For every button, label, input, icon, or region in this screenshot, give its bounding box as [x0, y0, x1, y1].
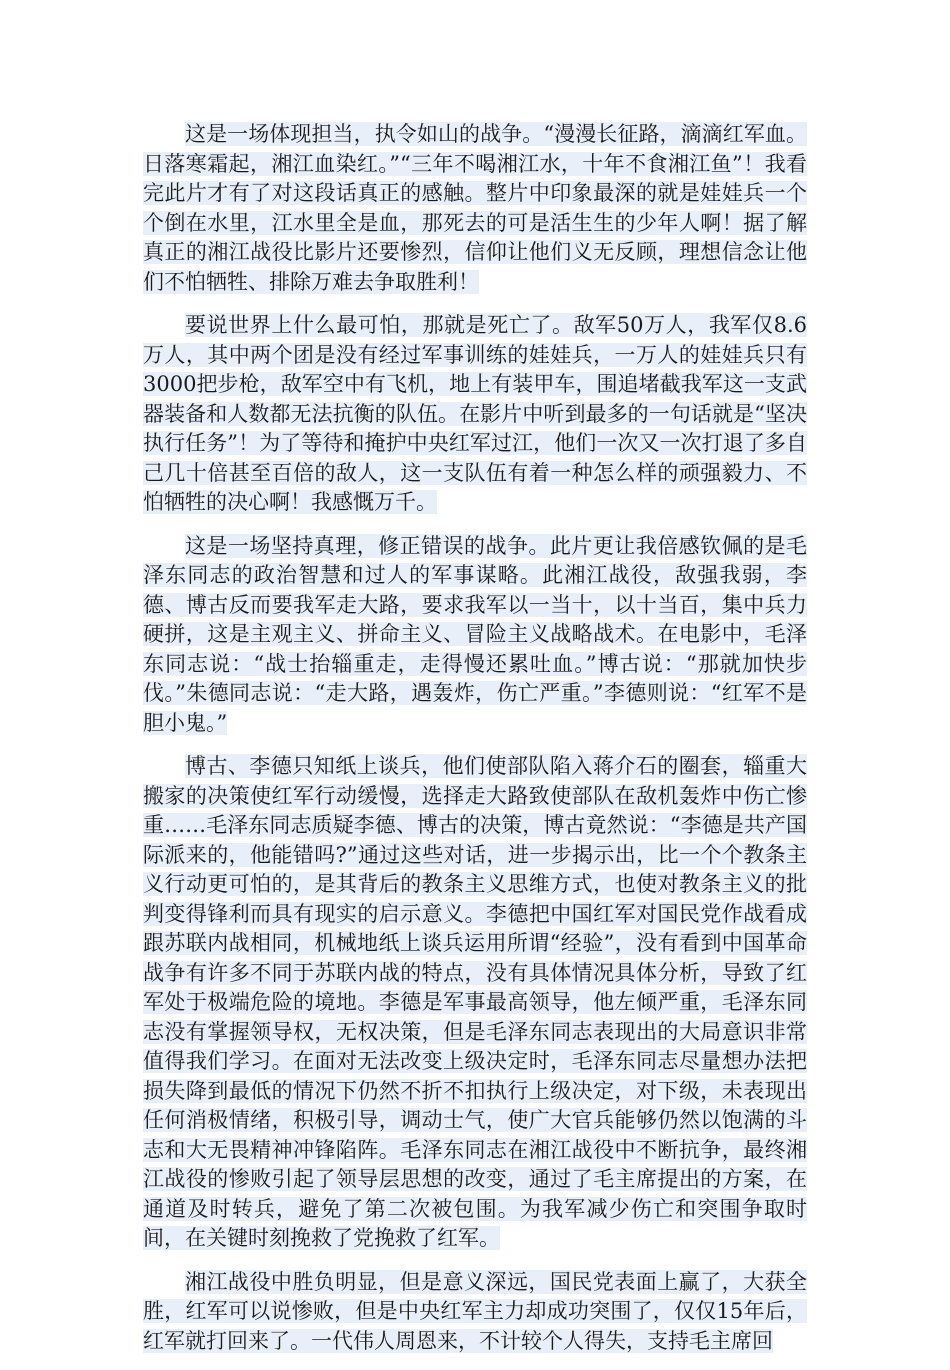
paragraph-4-text: 博古、李德只知纸上谈兵，他们使部队陷入蒋介石的圈套，辎重大搬家的决策使红军行动缓慢，选择走大路致使部队在敌机轰炸中伤亡惨重……毛泽东同志质疑李德、博古的决策，博古竟然说：“李德是共产国际派来的，他能错吗?”通过这些对话，进一步揭示出，比一个个教条主义行动更可怕的，是其背后的教条主义思维方式，也使对教条主义的批判变得锋利而具有现实的启示意义。李德把中国红军对国民党作战看成跟苏联内战相同，机械地纸上谈兵运用所谓“经验”，没有看到中国革命战争有许多不同于苏联内战的特点，没有具体情况具体分析，导致了红军处于极端危险的境地。李德是军事最高领导，他左倾严重，毛泽东同志没有掌握领导权，无权决策，但是毛泽东同志表现出的大局意识非常值得我们学习。在面对无法改变上级决定时，毛泽东同志尽量想办法把损失降到最低的情况下仍然不折不扣执行上级决定，对下级，未表现出任何消极情绪，积极引导，调动士气，使广大官兵能够仍然以饱满的斗志和大无畏精神冲锋陷阵。毛泽东同志在湘江战役中不断抗争，最终湘江战役的惨败引起了领导层思想的改变，通过了毛主席提出的方案，在通道及时转兵，避免了第二次被包围。为我军减少伤亡和突围争取时间，在关键时刻挽救了党挽救了红军。	[143, 754, 807, 1250]
paragraph-5	[143, 1268, 807, 1357]
paragraph-5-text: 湘江战役中胜负明显，但是意义深远，国民党表面上赢了，大获全胜，红军可以说惨败，但是中央红军主力却成功突围了，仅仅15年后，红军就打回来了。一代伟人周恩来，不计较个人得失，支持毛主席回	[143, 1269, 807, 1353]
paragraph-1	[143, 120, 807, 297]
paragraph-4	[143, 752, 807, 1254]
paragraph-3	[143, 532, 807, 739]
paragraph-2	[143, 311, 807, 518]
document-body	[143, 120, 807, 1370]
paragraph-1-text: 这是一场体现担当，执令如山的战争。“漫漫长征路，滴滴红军血。日落寒霜起，湘江血染红。”“三年不喝湘江水，十年不食湘江鱼”！我看完此片才有了对这段话真正的感触。整片中印象最深的就是娃娃兵一个个倒在水里，江水里全是血，那死去的可是活生生的少年人啊！据了解真正的湘江战役比影片还要惨烈，信仰让他们义无反顾，理想信念让他们不怕牺牲、排除万难去争取胜利！	[143, 122, 807, 294]
paragraph-3-text: 这是一场坚持真理，修正错误的战争。此片更让我倍感钦佩的是毛泽东同志的政治智慧和过人的军事谋略。此湘江战役，敌强我弱，李德、博古反而要我军走大路，要求我军以一当十，以十当百，集中兵力硬拼，这是主观主义、拼命主义、冒险主义战略战术。在电影中，毛泽东同志说：“战士抬辎重走，走得慢还累吐血。”博古说：“那就加快步伐。”朱德同志说：“走大路，遇轰炸，伤亡严重。”李德则说：“红军不是胆小鬼。”	[143, 533, 807, 735]
paragraph-2-text: 要说世界上什么最可怕，那就是死亡了。敌军50万人，我军仅8.6万人，其中两个团是没有经过军事训练的娃娃兵，一万人的娃娃兵只有3000把步枪，敌军空中有飞机，地上有装甲车，围追堵截我军这一支武器装备和人数都无法抗衡的队伍。在影片中听到最多的一句话就是“坚决执行任务”！为了等待和掩护中央红军过江，他们一次又一次打退了多自己几十倍甚至百倍的敌人，这一支队伍有着一种怎么样的顽强毅力、不怕牺牲的决心啊！我感慨万千。	[143, 313, 807, 514]
